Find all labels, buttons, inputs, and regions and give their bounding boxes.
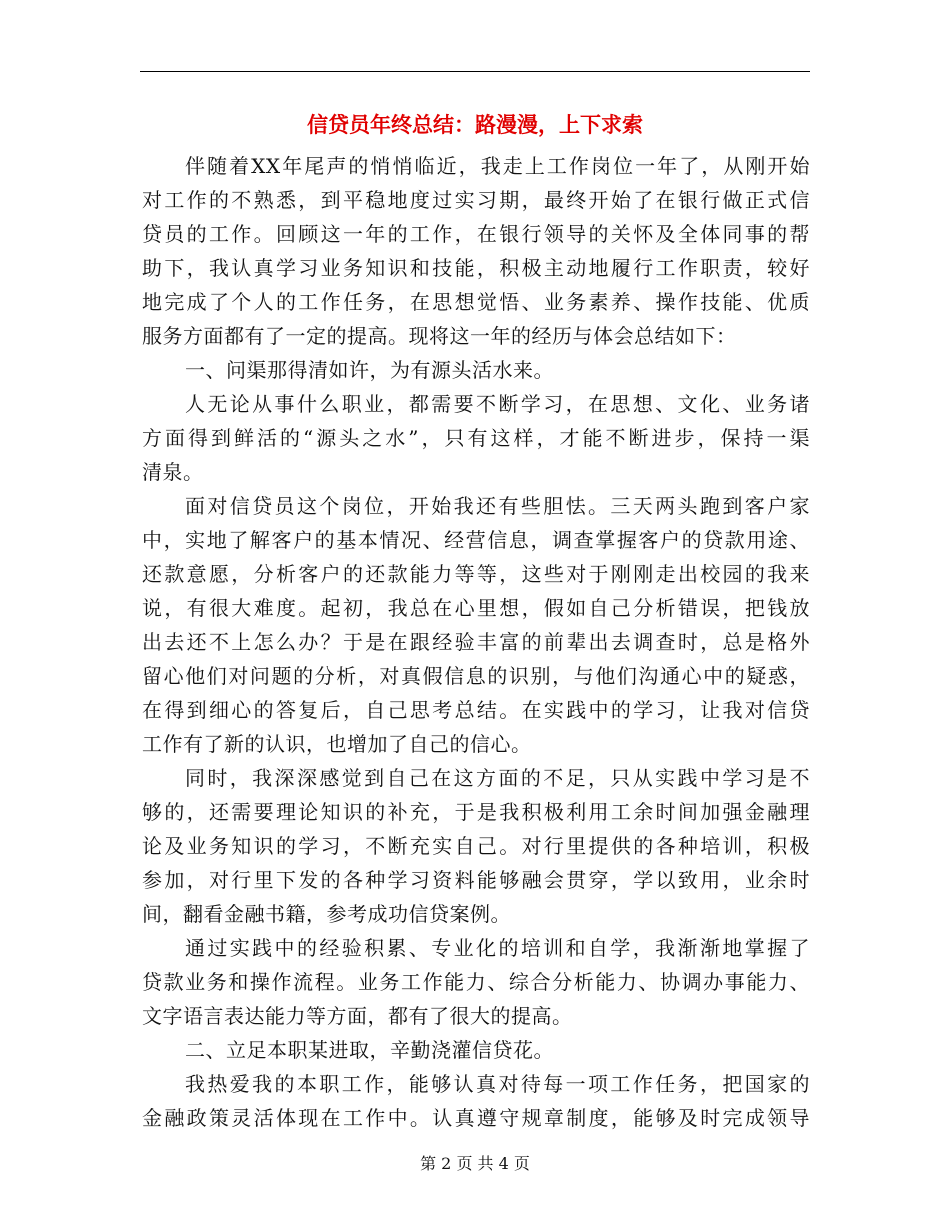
text-line: 工作有了新的认识，也增加了自己的信心。 xyxy=(142,732,532,756)
text-line: 人无论从事什么职业，都需要不断学习，在思想、文化、业务诸 xyxy=(185,392,810,416)
text-line: 中，实地了解客户的基本情况、经营信息，调查掌握客户的贷款用途、 xyxy=(142,528,810,552)
text-line: 在得到细心的答复后，自己思考总结。在实践中的学习，让我对信贷 xyxy=(142,698,810,722)
text-line: 贷款业务和操作流程。业务工作能力、综合分析能力、协调办事能力、 xyxy=(142,970,810,994)
document-body xyxy=(142,149,810,1135)
text-line: 金融政策灵活体现在工作中。认真遵守规章制度，能够及时完成领导 xyxy=(142,1106,810,1130)
header-rule xyxy=(140,71,810,72)
document-title: 信贷员年终总结：路漫漫，上下求索 xyxy=(307,112,643,137)
text-line: 面对信贷员这个岗位，开始我还有些胆怯。三天两头跑到客户家 xyxy=(185,494,810,518)
text-line: 助下，我认真学习业务知识和技能，积极主动地履行工作职责，较好 xyxy=(142,256,810,280)
text-line: 伴随着XX年尾声的悄悄临近，我走上工作岗位一年了，从刚开始 xyxy=(185,154,810,178)
text-line: 参加，对行里下发的各种学习资料能够融会贯穿，学以致用，业余时 xyxy=(142,868,810,892)
text-line: 贷员的工作。回顾这一年的工作，在银行领导的关怀及全体同事的帮 xyxy=(142,222,810,246)
text-line: 一、问渠那得清如许，为有源头活水来。 xyxy=(185,358,554,382)
page-footer: 第 2 页 共 4 页 xyxy=(420,1154,530,1173)
text-line: 通过实践中的经验积累、专业化的培训和自学，我渐渐地掌握了 xyxy=(185,936,810,960)
text-line: 清泉。 xyxy=(142,460,204,484)
text-line: 间，翻看金融书籍，参考成功信贷案例。 xyxy=(142,902,511,926)
text-line: 二、立足本职某进取，辛勤浇灌信贷花。 xyxy=(185,1038,554,1062)
text-line: 够的，还需要理论知识的补充，于是我积极利用工余时间加强金融理 xyxy=(142,800,810,824)
text-line: 说，有很大难度。起初，我总在心里想，假如自己分析错误，把钱放 xyxy=(142,596,810,620)
text-line: 还款意愿，分析客户的还款能力等等，这些对于刚刚走出校园的我来 xyxy=(142,562,810,586)
text-line: 文字语言表达能力等方面，都有了很大的提高。 xyxy=(142,1004,573,1028)
text-line: 服务方面都有了一定的提高。现将这一年的经历与体会总结如下： xyxy=(142,324,737,348)
text-line: 论及业务知识的学习，不断充实自己。对行里提供的各种培训，积极 xyxy=(142,834,810,858)
text-line: 方面得到鲜活的“源头之水”，只有这样，才能不断进步，保持一渠 xyxy=(142,426,810,450)
text-line: 同时，我深深感觉到自己在这方面的不足，只从实践中学习是不 xyxy=(185,766,810,790)
text-line: 留心他们对问题的分析，对真假信息的识别，与他们沟通心中的疑惑， xyxy=(142,664,810,688)
text-line: 地完成了个人的工作任务，在思想觉悟、业务素养、操作技能、优质 xyxy=(142,290,810,314)
text-line: 我热爱我的本职工作，能够认真对待每一项工作任务，把国家的 xyxy=(185,1072,810,1096)
text-line: 对工作的不熟悉，到平稳地度过实习期，最终开始了在银行做正式信 xyxy=(142,188,810,212)
text-line: 出去还不上怎么办？于是在跟经验丰富的前辈出去调查时，总是格外 xyxy=(142,630,810,654)
